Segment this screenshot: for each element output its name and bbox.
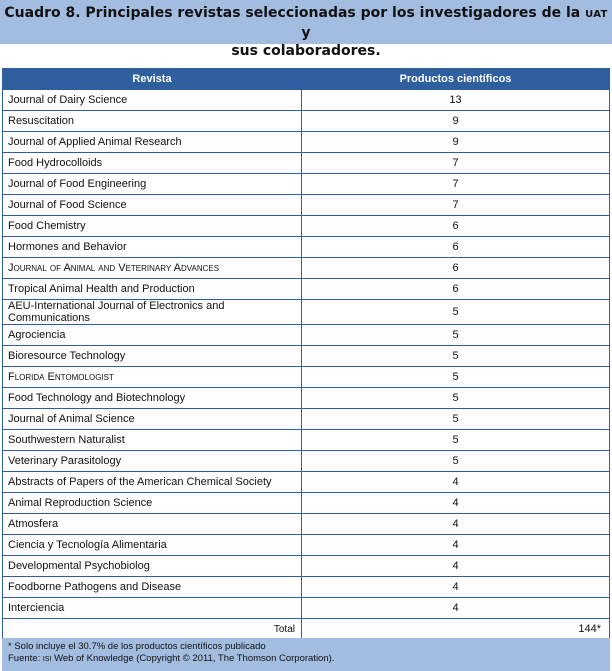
uat-abbr: UAT — [585, 9, 608, 20]
product-count: 6 — [302, 258, 610, 279]
journal-name: Foodborne Pathogens and Disease — [3, 577, 302, 598]
header-row — [3, 69, 610, 90]
journal-name: Food Hydrocolloids — [3, 153, 302, 174]
journal-name: Tropical Animal Health and Production — [3, 279, 302, 300]
table-row — [3, 237, 610, 258]
product-count: 5 — [302, 346, 610, 367]
journal-name: Journal of Animal and Veterinary Advances — [3, 258, 302, 279]
table-row — [3, 493, 610, 514]
table-row — [3, 90, 610, 111]
header-productos: Productos científicos — [302, 69, 610, 90]
table-body — [3, 90, 610, 640]
product-count: 7 — [302, 195, 610, 216]
footnote — [8, 641, 334, 666]
product-count: 4 — [302, 472, 610, 493]
product-count: 5 — [302, 300, 610, 325]
journal-name: Agrociencia — [3, 325, 302, 346]
product-count: 5 — [302, 451, 610, 472]
table-row — [3, 451, 610, 472]
journal-name: Hormones and Behavior — [3, 237, 302, 258]
journal-name: Atmosfera — [3, 514, 302, 535]
table-row — [3, 556, 610, 577]
table-row — [3, 216, 610, 237]
journal-name: Bioresource Technology — [3, 346, 302, 367]
product-count: 7 — [302, 174, 610, 195]
journal-name: Southwestern Naturalist — [3, 430, 302, 451]
table-row — [3, 300, 610, 325]
journal-name: Journal of Food Science — [3, 195, 302, 216]
table-row — [3, 153, 610, 174]
journal-name: Resuscitation — [3, 111, 302, 132]
product-count: 7 — [302, 153, 610, 174]
product-count: 4 — [302, 514, 610, 535]
product-count: 5 — [302, 409, 610, 430]
footnote-note: * Solo incluye el 30.7% de los productos científicos publicado — [8, 641, 266, 652]
table-row — [3, 279, 610, 300]
journal-name: AEU-International Journal of Electronics and Communications — [3, 300, 302, 325]
journal-name: Animal Reproduction Science — [3, 493, 302, 514]
journal-name: Veterinary Parasitology — [3, 451, 302, 472]
total-row — [3, 619, 610, 640]
table-row — [3, 535, 610, 556]
journal-name: Journal of Animal Science — [3, 409, 302, 430]
table-caption — [0, 4, 612, 60]
table-row — [3, 388, 610, 409]
product-count: 5 — [302, 430, 610, 451]
table-row — [3, 346, 610, 367]
product-count: 4 — [302, 556, 610, 577]
table-row — [3, 325, 610, 346]
journal-name: Interciencia — [3, 598, 302, 619]
product-count: 4 — [302, 493, 610, 514]
table-row — [3, 430, 610, 451]
product-count: 4 — [302, 577, 610, 598]
header-revista: Revista — [3, 69, 302, 90]
journal-name: Journal of Dairy Science — [3, 90, 302, 111]
product-count: 6 — [302, 237, 610, 258]
table-row — [3, 472, 610, 493]
table-row — [3, 598, 610, 619]
table-row — [3, 132, 610, 153]
product-count: 5 — [302, 367, 610, 388]
table-row — [3, 514, 610, 535]
product-count: 4 — [302, 598, 610, 619]
journal-name: Ciencia y Tecnología Alimentaria — [3, 535, 302, 556]
caption-line1: Cuadro 8. Principales revistas seleccionadas por los investigadores de la UAT y — [4, 5, 608, 41]
product-count: 6 — [302, 216, 610, 237]
journal-name: Developmental Psychobiolog — [3, 556, 302, 577]
table-row — [3, 409, 610, 430]
table-row — [3, 258, 610, 279]
journal-name: Food Technology and Biotechnology — [3, 388, 302, 409]
product-count: 9 — [302, 111, 610, 132]
product-count: 13 — [302, 90, 610, 111]
total-label: Total — [3, 619, 302, 640]
product-count: 5 — [302, 325, 610, 346]
table-row — [3, 174, 610, 195]
product-count: 4 — [302, 535, 610, 556]
product-count: 9 — [302, 132, 610, 153]
table-row — [3, 367, 610, 388]
total-value: 144* — [302, 619, 610, 640]
journal-name: Abstracts of Papers of the American Chemical Society — [3, 472, 302, 493]
journal-name: Florida Entomologist — [3, 367, 302, 388]
table-row — [3, 577, 610, 598]
footnote-source: Fuente: ISI Web of Knowledge (Copyright © 2011, The Thomson Corporation). — [8, 653, 335, 664]
table-row — [3, 111, 610, 132]
journal-name: Journal of Applied Animal Research — [3, 132, 302, 153]
journal-name: Journal of Food Engineering — [3, 174, 302, 195]
journals-table — [2, 68, 610, 640]
journal-name: Food Chemistry — [3, 216, 302, 237]
caption-line2: sus colaboradores. — [231, 43, 381, 59]
product-count: 5 — [302, 388, 610, 409]
table-row — [3, 195, 610, 216]
product-count: 6 — [302, 279, 610, 300]
isi-abbr: ISI — [42, 656, 52, 663]
